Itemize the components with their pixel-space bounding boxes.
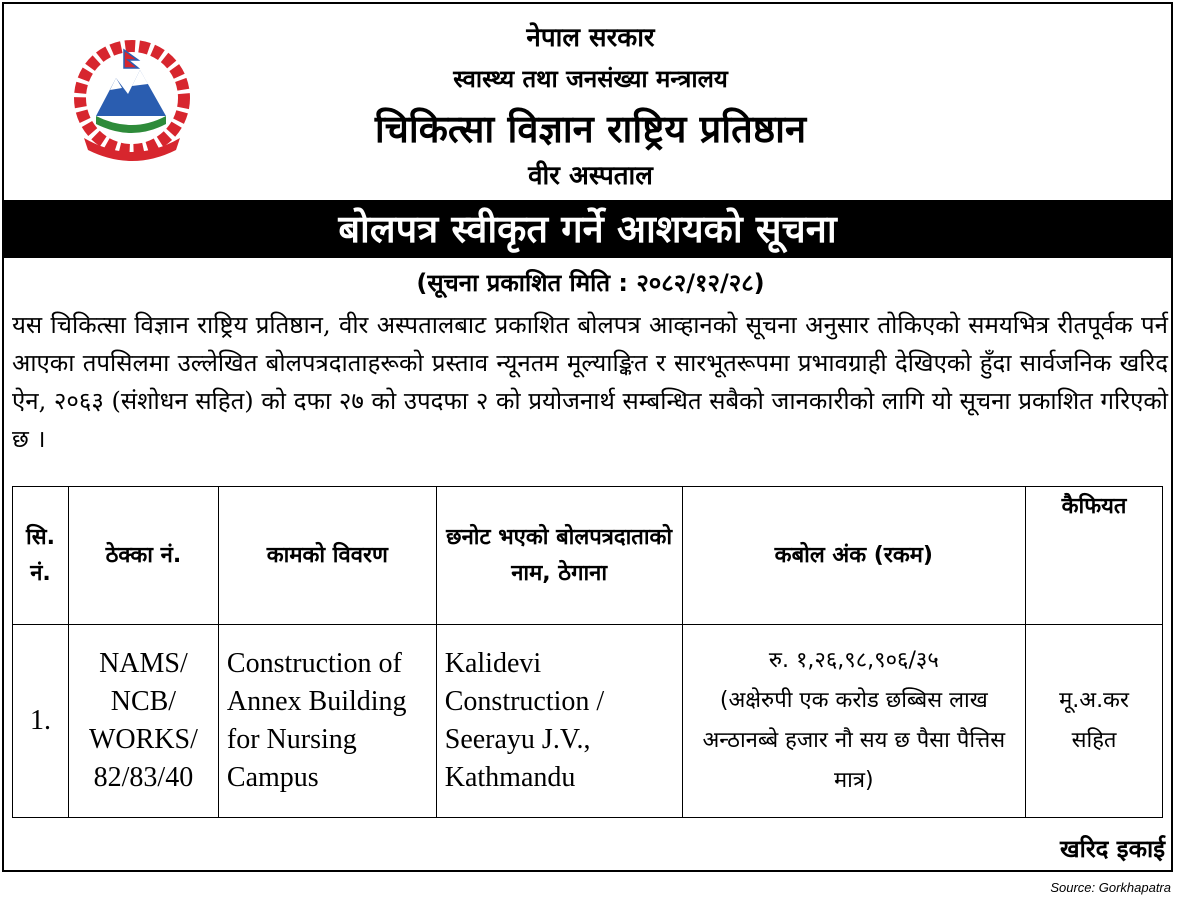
table-row — [13, 625, 1163, 818]
header-contract-no: ठेक्का नं. — [68, 487, 218, 625]
ministry-name: स्वास्थ्य तथा जनसंख्या मन्त्रालय — [453, 65, 728, 93]
cell-bidder: Kalidevi Construction / Seerayu J.V., Kathmandu — [436, 625, 682, 818]
cell-contract-no: NAMS/ NCB/ WORKS/ 82/83/40 — [68, 625, 218, 818]
procurement-unit-label: खरिद इकाई — [1060, 835, 1165, 863]
published-date: (सूचना प्रकाशित मिति : २०८२/१२/२८) — [416, 269, 765, 297]
cell-remarks: मू.अ.कर सहित — [1026, 625, 1163, 818]
source-credit: Source: Gorkhapatra — [1050, 880, 1171, 895]
cell-bid-amount — [682, 625, 1026, 818]
notice-title-banner: बोलपत्र स्वीकृत गर्ने आशयको सूचना — [4, 200, 1171, 258]
notice-body-text: यस चिकित्सा विज्ञान राष्ट्रिय प्रतिष्ठान, वीर अस्पतालबाट प्रकाशित बोलपत्र आव्हानको सूचना अनुसार तोकिएको समयभित्र रीतपूर्वक पर्न आएका तपसिलमा उल्लेखित बोलपत्रदाताहरूको प्रस्ताव न्यूनतम मूल्याङ्कित र सारभूतरूपमा प्रभावग्राही देखिएको हुँदा सार्वजनिक खरिद ऐन, २०६३ (संशोधन सहित) को दफा २७ को उपदफा २ को प्रयोजनार्थ सम्बन्धित सबैको जानकारीको लागि यो सूचना प्रकाशित गरिएको छ । — [12, 311, 1168, 453]
institute-name: चिकित्सा विज्ञान राष्ट्रिय प्रतिष्ठान — [374, 107, 807, 151]
cell-work-description: Construction of Annex Building for Nursing Campus — [218, 625, 436, 818]
government-name: नेपाल सरकार — [526, 23, 655, 53]
header-work-description: कामको विवरण — [218, 487, 436, 625]
hospital-name: वीर अस्पताल — [528, 161, 653, 191]
cell-sn: 1. — [13, 625, 69, 818]
header-remarks: कैफियत — [1026, 487, 1163, 625]
bid-amount-figure: रु. १,२६,९८,९०६/३५ — [768, 648, 939, 673]
header-sn: सि. नं. — [13, 487, 69, 625]
header-selected-bidder: छनोट भएको बोलपत्रदाताको नाम, ठेगाना — [436, 487, 682, 625]
header-bid-amount: कबोल अंक (रकम) — [682, 487, 1026, 625]
table-header-row — [13, 487, 1163, 625]
bid-table — [12, 486, 1163, 818]
bid-amount-words: (अक्षेरुपी एक करोड छब्बिस लाख अन्ठानब्बे हजार नौ सय छ पैसा पैत्तिस मात्र) — [702, 688, 1006, 793]
